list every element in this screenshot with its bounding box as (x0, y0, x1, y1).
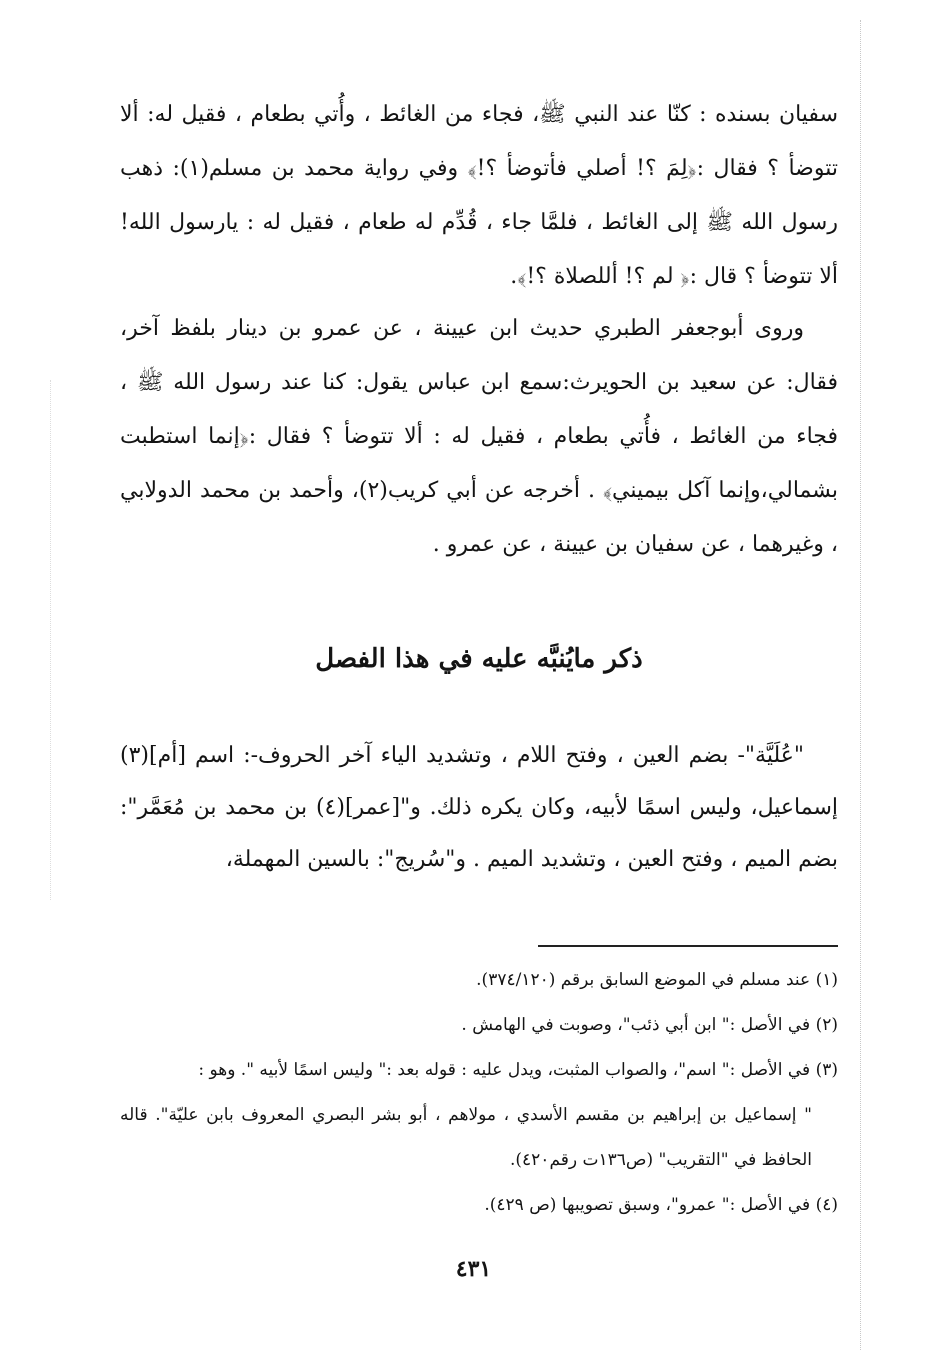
footnote-4: (٤) في الأصل :" عمرو"، وسبق تصويبها (ص ٤٢٩). (484, 1195, 838, 1215)
footnote-3-continuation: " إسماعيل بن إبراهيم بن مقسم الأسدي ، مولاهم ، أبو بشر البصري المعروف بابن عليّة". قاله الحافظ في "التقريب" (ص١٣٦ت رقم٤٢٠). (120, 1105, 812, 1170)
footnote-separator (538, 945, 838, 947)
footnote-1: (١) عند مسلم في الموضع السابق برقم (٣٧٤/١٢٠). (476, 970, 838, 990)
body-paragraph-3: "عُلَيَّة"- بضم العين ، وفتح اللام ، وتشديد الياء آخر الحروف-: اسم [أم](٣) إسماعيل، وليس اسمًا لأبيه، وكان يكره ذلك. و"[عمر](٤) بن محمد بن مُعَمَّر": بضم الميم ، وفتح العين ، وتشديد الميم . و"سُريج": بالسين المهملة، (120, 743, 838, 872)
footnote-2: (٢) في الأصل :" ابن أبي ذئب"، وصوبت في الهامش . (461, 1015, 838, 1035)
page-number: ٤٣١ (455, 1256, 492, 1282)
body-paragraph-2: وروى أبوجعفر الطبري حديث ابن عيينة ، عن عمرو بن دينار بلفظ آخر، فقال: عن سعيد بن الحويرث:سمع ابن عباس يقول: كنا عند رسول الله ﷺ ، فجاء من الغائط ، فأُتي بطعام ، فقيل له : ألا تتوضأ ؟ فقال :﴿إنما استطبت بشمالي،وإنما آكل بيميني﴾ . أخرجه عن أبي كريب(٢)، وأحمد بن محمد الدولابي ، وغيرهما ، عن سفيان بن عيينة ، عن عمرو . (120, 316, 838, 557)
body-paragraph-1: سفيان بسنده : كنّا عند النبي ﷺ، فجاء من الغائط ، وأُتي بطعام ، فقيل له: ألا تتوضأ ؟ فقال :﴿لِمَ ؟! أصلي فأتوضأ ؟!﴾ وفي رواية محمد بن مسلم(١): ذهب رسول الله ﷺ إلى الغائط ، فلمَّا جاء ، قُدِّم له طعام ، فقيل له : يارسول الله! ألا تتوضأ ؟ قال :﴿ لم ؟! أللصلاة ؟!﴾. (120, 102, 838, 289)
footnotes (120, 958, 838, 1228)
footnote-3: (٣) في الأصل :" اسم"، والصواب المثبت، ويدل عليه : قوله بعد :" وليس اسمًا لأبيه ". وهو : (198, 1060, 838, 1080)
section-heading: ذكر مايُنبَّه عليه في هذا الفصل (315, 643, 643, 674)
scan-margin-dots-left (50, 380, 52, 900)
scan-margin-dots (860, 20, 862, 1350)
